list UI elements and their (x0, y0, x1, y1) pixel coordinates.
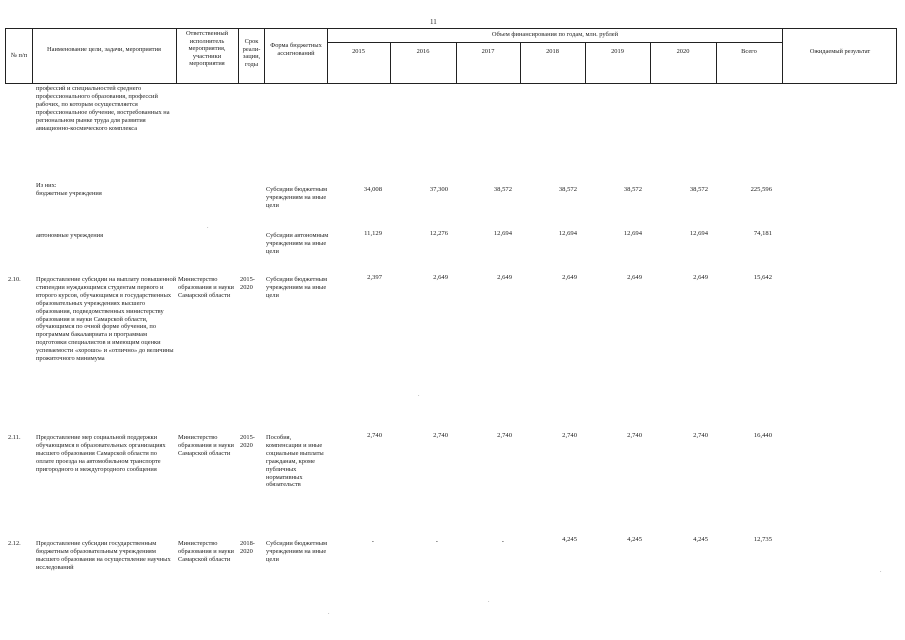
value-2020: 38,572 (689, 186, 708, 193)
value-2015: 2,397 (367, 274, 382, 281)
value-2018: 4,245 (562, 536, 577, 543)
row-name: Из них: бюджетные учреждения (36, 182, 102, 197)
value-2019: 2,649 (627, 274, 642, 281)
value-2015: - (371, 538, 374, 545)
header-year-2015: 2015 (352, 48, 365, 55)
row-name: автономные учреждения (36, 232, 104, 239)
row-form: Пособия, компенсации и иные социальные выплаты гражданам, кроме публичных нормативных обязательств (266, 434, 324, 489)
row-name: Предоставление мер социальной поддержки обучающимся в образовательных организациях высшего образования Самарской области по оплате проезда на автомобильном транспорте пригородного и междугородного сообщения (36, 434, 166, 473)
value-2019: 2,740 (627, 432, 642, 439)
header-year-2017: 2017 (481, 48, 495, 55)
scan-speck: . (488, 598, 490, 604)
value-2018: 2,649 (562, 274, 577, 281)
row-form: Субсидии бюджетным учреждениям на иные цели (266, 540, 328, 563)
scan-speck: . (328, 610, 330, 616)
header-funding: Объем финансирования по годам, млн. рублей (491, 31, 619, 38)
row-responsible: Министерство образования и науки Самарской области (178, 434, 234, 457)
scan-speck: . (207, 224, 209, 230)
value-total: 15,642 (753, 274, 772, 281)
value-2017: 2,740 (497, 432, 512, 439)
value-2017: 12,694 (493, 230, 512, 237)
header-form: Форма бюджетных ассигнований (270, 42, 322, 57)
value-2019: 38,572 (623, 186, 642, 193)
row-term: 2015- 2020 (240, 434, 255, 449)
value-2016: 2,649 (433, 274, 448, 281)
value-2017: 38,572 (493, 186, 512, 193)
value-2016: 12,276 (429, 230, 448, 237)
row-form: Субсидии автономным учреждениям на иные цели (266, 232, 329, 255)
row-form: Субсидии бюджетным учреждениям на иные цели (266, 276, 328, 299)
header-result: Ожидаемый результат (809, 48, 871, 55)
value-2019: 12,694 (623, 230, 642, 237)
scan-speck: . (880, 568, 882, 574)
row-term: 2018- 2020 (240, 540, 255, 555)
header-total: Всего (741, 48, 757, 55)
value-2017: 2,649 (497, 274, 512, 281)
header-year-2019: 2019 (611, 48, 624, 55)
row-term: 2015- 2020 (240, 276, 255, 291)
value-2018: 38,572 (558, 186, 577, 193)
value-2017: - (501, 538, 504, 545)
value-2020: 2,740 (693, 432, 708, 439)
value-2015: 2,740 (367, 432, 382, 439)
scan-speck: . (418, 392, 420, 398)
page-number: 11 (430, 18, 437, 26)
value-2015: 11,129 (364, 230, 382, 237)
value-2020: 4,245 (693, 536, 708, 543)
header-name: Наименование цели, задачи, мероприятия (47, 46, 161, 53)
value-2016: 37,300 (429, 186, 448, 193)
header-year-2016: 2016 (416, 48, 430, 55)
header-no: № п/п (10, 52, 28, 59)
row-responsible: Министерство образования и науки Самарской области (178, 540, 234, 563)
row-form: Субсидии бюджетным учреждениям на иные цели (266, 186, 328, 209)
header-responsible: Ответственный исполнитель мероприятия, участники мероприятия (185, 30, 229, 68)
row-responsible: Министерство образования и науки Самарской области (178, 276, 234, 299)
value-total: 12,735 (753, 536, 772, 543)
value-2016: 2,740 (433, 432, 448, 439)
value-2018: 2,740 (562, 432, 577, 439)
value-2020: 12,694 (689, 230, 708, 237)
value-total: 225,596 (750, 186, 772, 193)
value-2018: 12,694 (558, 230, 577, 237)
header-year-2020: 2020 (676, 48, 690, 55)
header-term: Срок реали-зации, годы (242, 38, 261, 68)
header-year-2018: 2018 (546, 48, 559, 55)
row-name: Предоставление субсидии на выплату повышенной стипендии нуждающимся студентам первого и второго курсов, обучающимся в государственных образовательных учреждениях высшего образования, подведомственных министерству образования и науки Самарской области, обучающимся по очной форме обучения, по программам бакалавриата и программам подготовки специалистов и имеющим оценки успеваемости «хорошо» и «отлично» до величины прожиточного минимума (36, 276, 177, 363)
value-2016: - (435, 538, 438, 545)
row-number: 2.10. (8, 276, 21, 283)
row-name: профессий и специальностей среднего профессионального образования, профессий рабочих, по которым осуществляется профессиональное обучение, востребованных на региональном рынке труда для развития авиационно-космического комплекса (36, 85, 170, 132)
value-total: 16,440 (753, 432, 772, 439)
row-name: Предоставление субсидии государственным бюджетным образовательным учреждениям высшего образования на осуществление научных исследований (36, 540, 171, 571)
row-number: 2.12. (8, 540, 21, 547)
value-total: 74,181 (753, 230, 772, 237)
value-2019: 4,245 (627, 536, 642, 543)
value-2020: 2,649 (693, 274, 708, 281)
row-number: 2.11. (8, 434, 21, 441)
value-2015: 34,008 (363, 186, 382, 193)
